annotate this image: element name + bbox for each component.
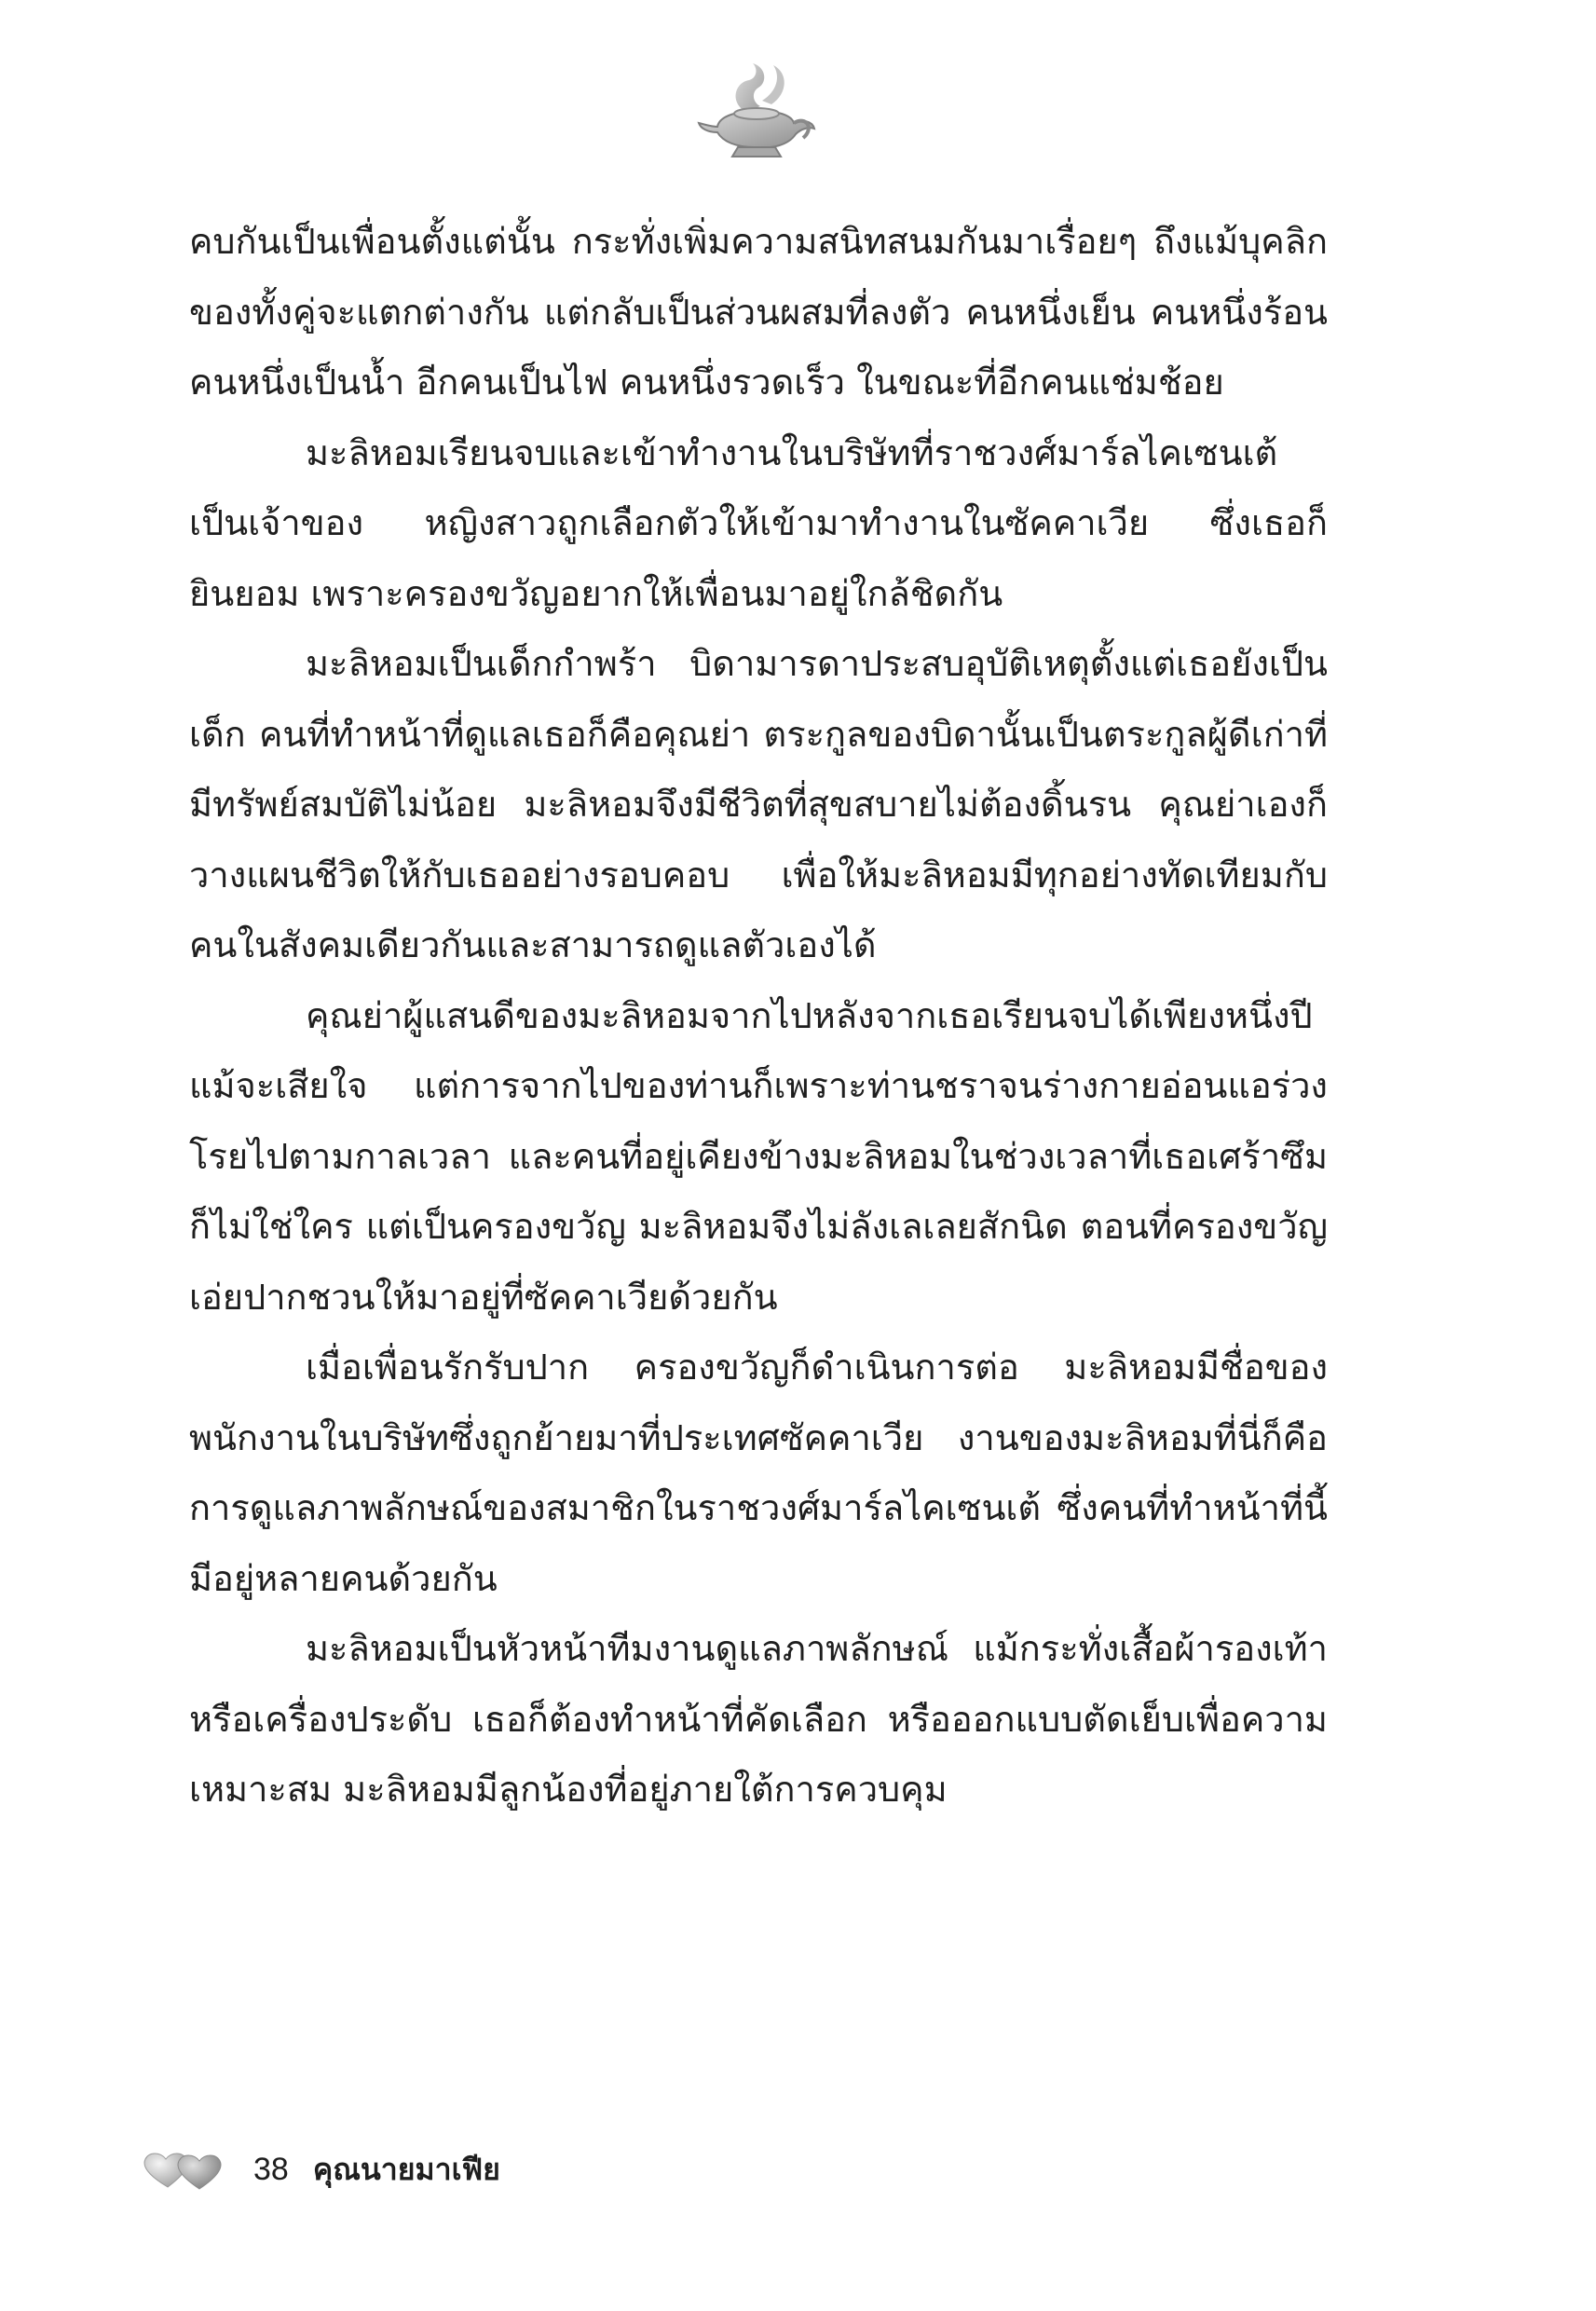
- body-text: [189, 207, 1328, 1826]
- hearts-icon: [140, 2146, 233, 2193]
- paragraph-6: มะลิหอมเป็นหัวหน้าทีมงานดูแลภาพลักษณ์ แม้กระทั่งเสื้อผ้ารองเท้า หรือเครื่องประดับ เธอก็ต้องทำหน้าที่คัดเลือก หรือออกแบบตัดเย็บเพื่อความเหมาะสม มะลิหอมมีลูกน้องที่อยู่ภายใต้การควบคุม: [189, 1628, 1328, 1810]
- page-number: 38: [253, 2151, 289, 2187]
- paragraph-3: มะลิหอมเป็นเด็กกำพร้า บิดามารดาประสบอุบัติเหตุตั้งแต่เธอยังเป็นเด็ก คนที่ทำหน้าที่ดูแลเธอก็คือคุณย่า ตระกูลของบิดานั้นเป็นตระกูลผู้ดีเก่าที่มีทรัพย์สมบัติไม่น้อย มะลิหอมจึงมีชีวิตที่สุขสบายไม่ต้องดิ้นรน คุณย่าเองก็วางแผนชีวิตให้กับเธออย่างรอบคอบ เพื่อให้มะลิหอมมีทุกอย่างทัดเทียมกับคนในสังคมเดียวกันและสามารถดูแลตัวเองได้: [189, 643, 1328, 965]
- paragraph-4: คุณย่าผู้แสนดีของมะลิหอมจากไปหลังจากเธอเรียนจบได้เพียงหนึ่งปี แม้จะเสียใจ แต่การจากไปของท่านก็เพราะท่านชราจนร่างกายอ่อนแอร่วงโรยไปตามกาลเวลา และคนที่อยู่เคียงข้างมะลิหอมในช่วงเวลาที่เธอเศร้าซึมก็ไม่ใช่ใคร แต่เป็นครองขวัญ มะลิหอมจึงไม่ลังเลเลยสักนิด ตอนที่ครองขวัญเอ่ยปากชวนให้มาอยู่ที่ซัคคาเวียด้วยกัน: [189, 994, 1328, 1318]
- paragraph-2: มะลิหอมเรียนจบและเข้าทำงานในบริษัทที่ราชวงศ์มาร์ลไคเซนเต้เป็นเจ้าของ หญิงสาวถูกเลือกตัวให้เข้ามาทำงานในซัคคาเวีย ซึ่งเธอก็ยินยอม เพราะครองขวัญอยากให้เพื่อนมาอยู่ใกล้ชิดกัน: [189, 431, 1328, 614]
- book-title: คุณนายมาเฟีย: [312, 2151, 500, 2187]
- genie-lamp-ornament-icon: [691, 54, 822, 166]
- paragraph-5: เมื่อเพื่อนรักรับปาก ครองขวัญก็ดำเนินการต่อ มะลิหอมมีชื่อของพนักงานในบริษัทซึ่งถูกย้ายมาที่ประเทศซัคคาเวีย งานของมะลิหอมที่นี่ก็คือการดูแลภาพลักษณ์ของสมาชิกในราชวงศ์มาร์ลไคเซนเต้ ซึ่งคนที่ทำหน้าที่นี้มีอยู่หลายคนด้วยกัน: [189, 1347, 1328, 1599]
- paragraph-1: คบกันเป็นเพื่อนตั้งแต่นั้น กระทั่งเพิ่มความสนิทสนมกันมาเรื่อยๆ ถึงแม้บุคลิกของทั้งคู่จะแตกต่างกัน แต่กลับเป็นส่วนผสมที่ลงตัว คนหนึ่งเย็น คนหนึ่งร้อน คนหนึ่งเป็นน้ำ อีกคนเป็นไฟ คนหนึ่งรวดเร็ว ในขณะที่อีกคนแช่มช้อย: [189, 221, 1328, 403]
- page-footer: [140, 2141, 500, 2197]
